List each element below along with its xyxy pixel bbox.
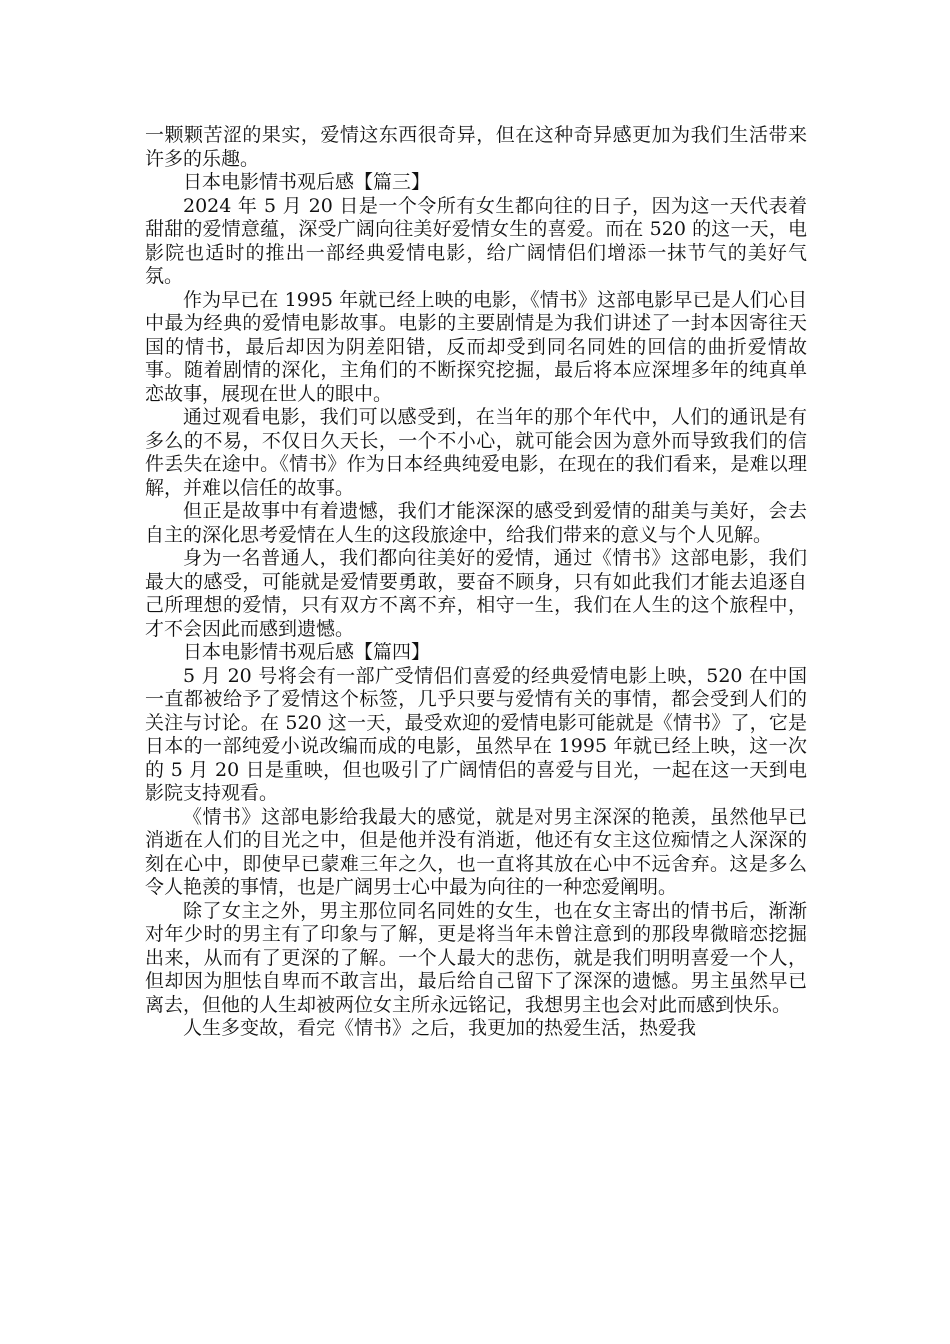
section-heading-part-four: 日本电影情书观后感【篇四】 [183,641,431,663]
body-paragraph: 除了女主之外，男主那位同名同姓的女生，也在女主寄出的情书后，渐渐对年少时的男主有了印象与了解，更是将当年未曾注意到的那段卑微暗恋挖掘出来，从而有了更深的了解。一个人最大的悲伤，就是我们明明喜爱一个人，但却因为胆怯自卑而不敢言出，最后给自己留下了深深的遗憾。男主虽然早已离去，但他的人生却被两位女主所永远铭记，我想男主也会对此而感到快乐。 [145,899,807,1016]
body-paragraph: 通过观看电影，我们可以感受到，在当年的那个年代中，人们的通讯是有多么的不易，不仅日久天长，一个不小心，就可能会因为意外而导致我们的信件丢失在途中。《情书》作为日本经典纯爱电影，在现在的我们看来，是难以理解，并难以信任的故事。 [145,406,807,499]
body-paragraph: 人生多变故，看完《情书》之后，我更加的热爱生活，热爱我 [183,1017,697,1039]
body-paragraph: 《情书》这部电影给我最大的感觉，就是对男主深深的艳羡，虽然他早已消逝在人们的目光之中，但是他并没有消逝，他还有女主这位痴情之人深深的刻在心中，即使早已蒙难三年之久，也一直将其放在心中不远舍弃。这是多么令人艳羡的事情，也是广阔男士心中最为向往的一种恋爱阐明。 [145,805,807,898]
body-paragraph: 5 月 20 号将会有一部广受情侣们喜爱的经典爱情电影上映，520 在中国一直都被给予了爱情这个标签，几乎只要与爱情有关的事情，都会受到人们的关注与讨论。在 520 这一天，最受欢迎的爱情电影可能就是《情书》了，它是日本的一部纯爱小说改编而成的电影，虽然早在 1995 年就已经上映，这一次的 5 月 20 日是重映，但也吸引了广阔情侣的喜爱与目光，一起在这一天到电影院支持观看。 [145,664,807,804]
body-paragraph: 2024 年 5 月 20 日是一个令所有女生都向往的日子，因为这一天代表着甜甜的爱情意蕴，深受广阔向往美好爱情女生的喜爱。而在 520 的这一天，电影院也适时的推出一部经典爱情电影，给广阔情侣们增添一抹节气的美好气氛。 [145,194,807,287]
body-paragraph: 身为一名普通人，我们都向往美好的爱情，通过《情书》这部电影，我们最大的感受，可能就是爱情要勇敢，要奋不顾身，只有如此我们才能去追逐自己所理想的爱情，只有双方不离不弃，相守一生，我们在人生的这个旅程中，才不会因此而感到遗憾。 [145,547,807,640]
body-paragraph: 但正是故事中有着遗憾，我们才能深深的感受到爱情的甜美与美好，会去自主的深化思考爱情在人生的这段旅途中，给我们带来的意义与个人见解。 [145,500,807,546]
continuation-paragraph: 一颗颗苦涩的果实，爱情这东西很奇异，但在这种奇异感更加为我们生活带来许多的乐趣。 [145,124,807,170]
section-heading-part-three: 日本电影情书观后感【篇三】 [183,171,431,193]
document-page [145,124,807,1041]
body-paragraph: 作为早已在 1995 年就已经上映的电影，《情书》这部电影早已是人们心目中最为经典的爱情电影故事。电影的主要剧情是为我们讲述了一封本因寄往天国的情书，最后却因为阴差阳错，反而却受到同名同姓的回信的曲折爱情故事。随着剧情的深化，主角们的不断探究挖掘，最后将本应深埋多年的纯真单恋故事，展现在世人的眼中。 [145,288,807,405]
